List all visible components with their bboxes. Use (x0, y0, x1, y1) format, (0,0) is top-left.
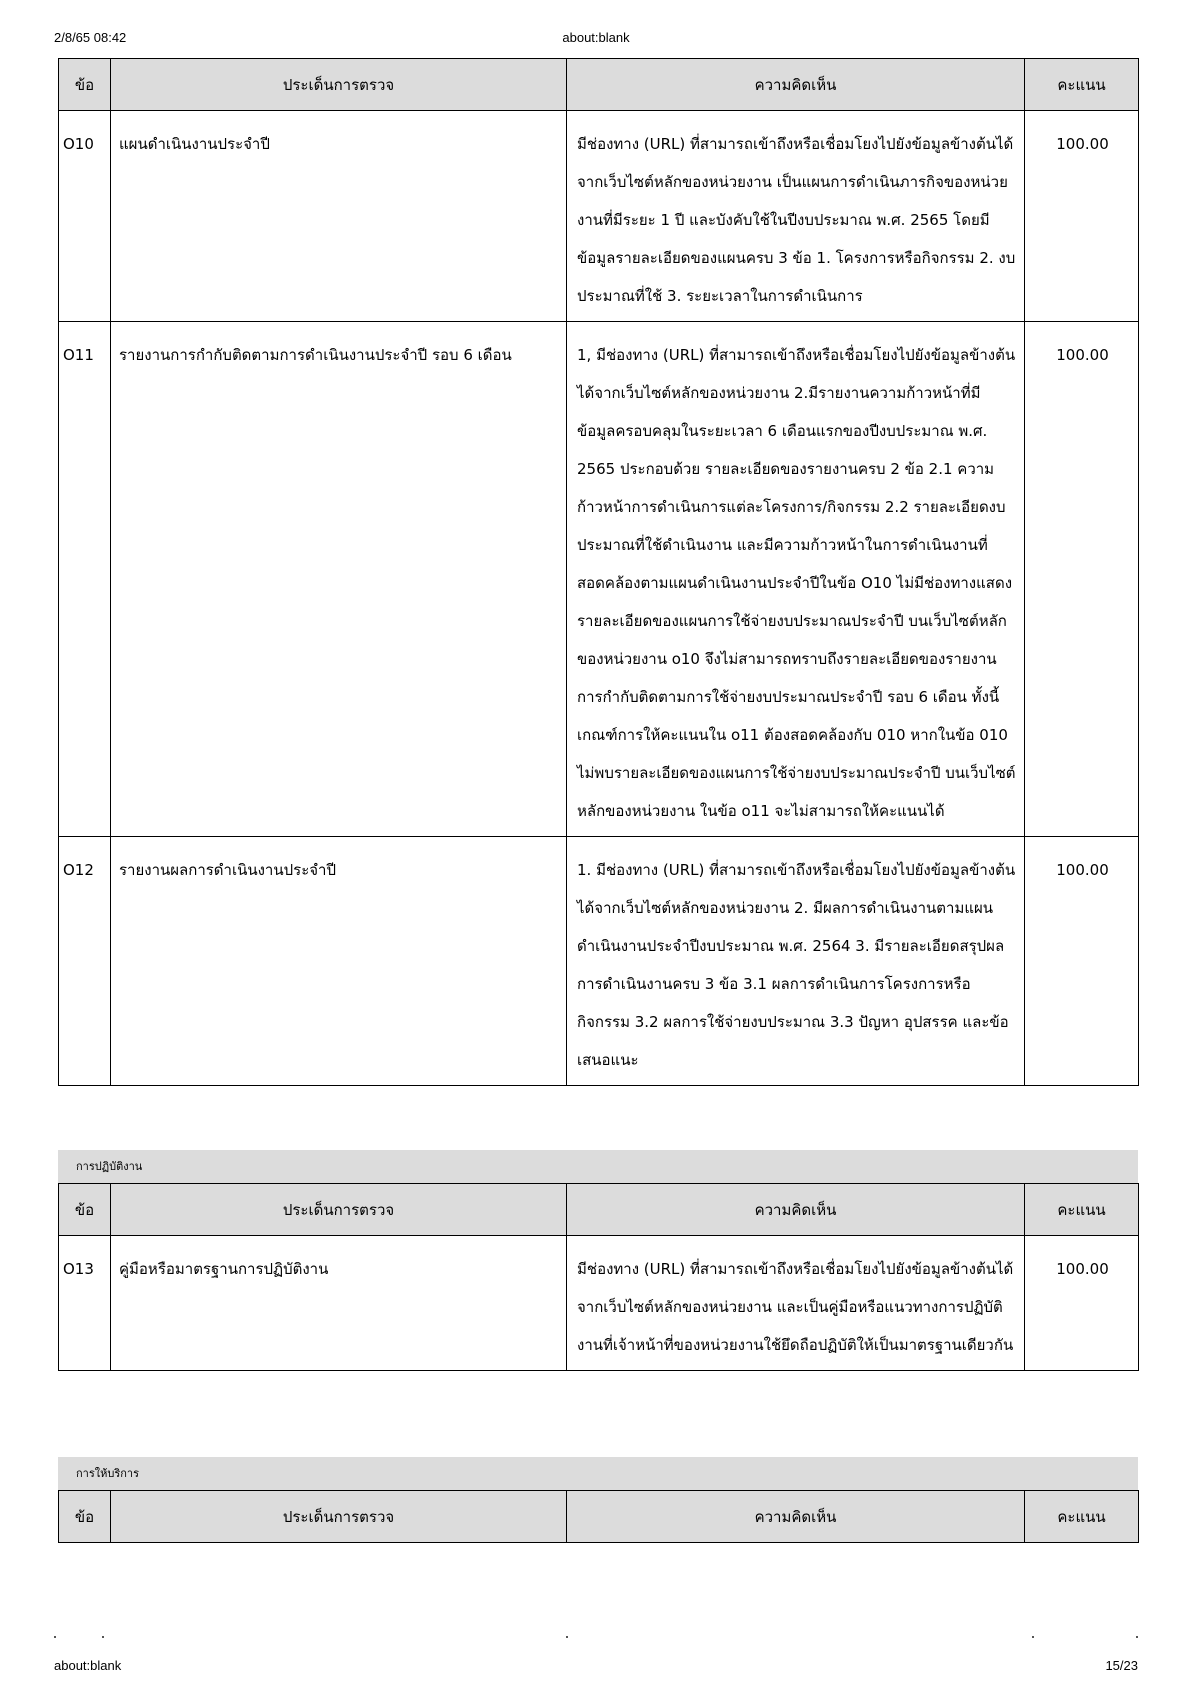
row-code: O11 (59, 322, 111, 837)
row-topic: รายงานผลการดำเนินงานประจำปี (111, 837, 567, 1086)
page-break-marks (54, 1636, 1138, 1642)
row-topic: คู่มือหรือมาตรฐานการปฏิบัติงาน (111, 1236, 567, 1371)
row-topic: แผนดำเนินงานประจำปี (111, 111, 567, 322)
row-comment: มีช่องทาง (URL) ที่สามารถเข้าถึงหรือเชื่อมโยงไปยังข้อมูลข้างต้นได้จากเว็บไซต์หลักของหน่วยงาน และเป็นคู่มือหรือแนวทางการปฏิบัติงานที่เจ้าหน้าที่ของหน่วยงานใช้ยึดถือปฏิบัติให้เป็นมาตรฐานเดียวกัน (567, 1236, 1025, 1371)
row-score: 100.00 (1025, 111, 1139, 322)
row-score: 100.00 (1025, 1236, 1139, 1371)
section-title-operations: การปฏิบัติงาน (58, 1150, 1138, 1184)
print-footer (54, 1658, 1138, 1678)
column-header-no: ข้อ (59, 59, 111, 111)
print-title: about:blank (562, 30, 630, 45)
row-code: O12 (59, 837, 111, 1086)
row-code: O10 (59, 111, 111, 322)
row-comment: 1. มีช่องทาง (URL) ที่สามารถเข้าถึงหรือเชื่อมโยงไปยังข้อมูลข้างต้นได้จากเว็บไซต์หลักของหน่วยงาน 2. มีผลการดำเนินงานตามแผนดำเนินงานประจำปีงบประมาณ พ.ศ. 2564 3. มีรายละเอียดสรุปผลการดำเนินงานครบ 3 ข้อ 3.1 ผลการดำเนินการโครงการหรือกิจกรรม 3.2 ผลการใช้จ่ายงบประมาณ 3.3 ปัญหา อุปสรรค และข้อเสนอแนะ (567, 837, 1025, 1086)
print-footer-url: about:blank (54, 1658, 122, 1673)
column-header-comment: ความคิดเห็น (567, 1491, 1025, 1543)
column-header-score: คะแนน (1025, 1491, 1139, 1543)
print-datetime: 2/8/65 08:42 (54, 30, 127, 45)
print-header (54, 30, 1138, 50)
page-number: 15/23 (1105, 1658, 1138, 1673)
row-comment: 1, มีช่องทาง (URL) ที่สามารถเข้าถึงหรือเชื่อมโยงไปยังข้อมูลข้างต้นได้จากเว็บไซต์หลักของหน่วยงาน 2.มีรายงานความก้าวหน้าที่มีข้อมูลครอบคลุมในระยะเวลา 6 เดือนแรกของปีงบประมาณ พ.ศ. 2565 ประกอบด้วย รายละเอียดของรายงานครบ 2 ข้อ 2.1 ความก้าวหน้าการดำเนินการแต่ละโครงการ/กิจกรรม 2.2 รายละเอียดงบประมาณที่ใช้ดำเนินงาน และมีความก้าวหน้าในการดำเนินงานที่สอดคล้องตามแผนดำเนินงานประจำปีในข้อ O10 ไม่มีช่องทางแสดงรายละเอียดของแผนการใช้จ่ายงบประมาณประจำปี บนเว็บไซต์หลักของหน่วยงาน o10 จึงไม่สามารถทราบถึงรายละเอียดของรายงานการกำกับติดตามการใช้จ่ายงบประมาณประจำปี รอบ 6 เดือน ทั้งนี้ เกณฑ์การให้คะแนนใน o11 ต้องสอดคล้องกับ 010 หากในข้อ 010 ไม่พบรายละเอียดของแผนการใช้จ่ายงบประมาณประจำปี บนเว็บไซต์หลักของหน่วยงาน ในข้อ o11 จะไม่สามารถให้คะแนนได้ (567, 322, 1025, 837)
table-header-row (59, 1491, 1139, 1543)
row-score: 100.00 (1025, 837, 1139, 1086)
assessment-table-3 (58, 1490, 1139, 1543)
column-header-score: คะแนน (1025, 59, 1139, 111)
column-header-topic: ประเด็นการตรวจ (111, 59, 567, 111)
assessment-table-2 (58, 1183, 1139, 1371)
column-header-comment: ความคิดเห็น (567, 59, 1025, 111)
column-header-no: ข้อ (59, 1184, 111, 1236)
table-row (59, 837, 1139, 1086)
row-code: O13 (59, 1236, 111, 1371)
column-header-topic: ประเด็นการตรวจ (111, 1184, 567, 1236)
section-title-services: การให้บริการ (58, 1457, 1138, 1491)
table-header-row (59, 59, 1139, 111)
column-header-topic: ประเด็นการตรวจ (111, 1491, 567, 1543)
table-row (59, 111, 1139, 322)
table-row (59, 322, 1139, 837)
table-header-row (59, 1184, 1139, 1236)
row-comment: มีช่องทาง (URL) ที่สามารถเข้าถึงหรือเชื่อมโยงไปยังข้อมูลข้างต้นได้จากเว็บไซต์หลักของหน่วยงาน เป็นแผนการดำเนินภารกิจของหน่วยงานที่มีระยะ 1 ปี และบังคับใช้ในปีงบประมาณ พ.ศ. 2565 โดยมีข้อมูลรายละเอียดของแผนครบ 3 ข้อ 1. โครงการหรือกิจกรรม 2. งบประมาณที่ใช้ 3. ระยะเวลาในการดำเนินการ (567, 111, 1025, 322)
row-score: 100.00 (1025, 322, 1139, 837)
assessment-table-1 (58, 58, 1139, 1086)
column-header-score: คะแนน (1025, 1184, 1139, 1236)
column-header-no: ข้อ (59, 1491, 111, 1543)
row-topic: รายงานการกำกับติดตามการดำเนินงานประจำปี รอบ 6 เดือน (111, 322, 567, 837)
column-header-comment: ความคิดเห็น (567, 1184, 1025, 1236)
table-row (59, 1236, 1139, 1371)
